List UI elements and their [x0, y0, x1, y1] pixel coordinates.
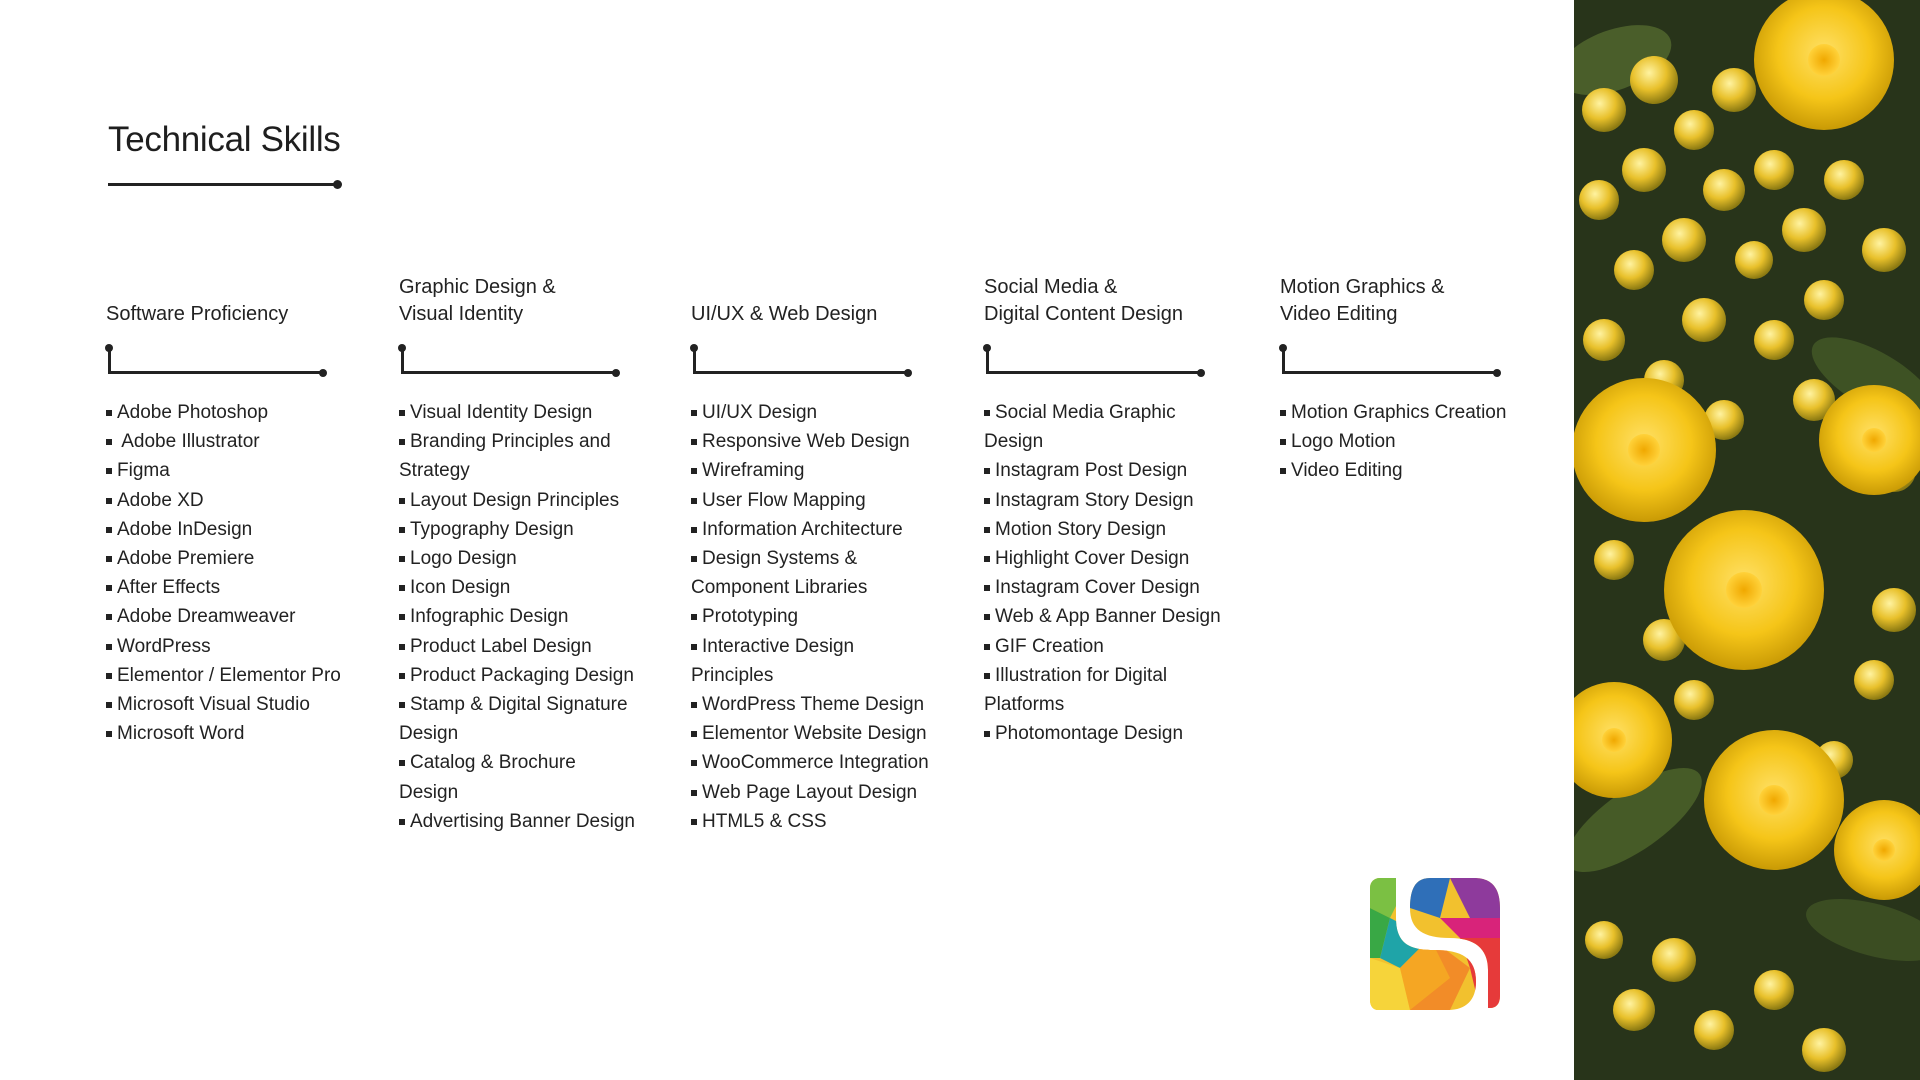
skill-item: Responsive Web Design [691, 427, 931, 456]
skill-item: Elementor Website Design [691, 719, 931, 748]
skill-item: Social Media Graphic Design [984, 398, 1224, 456]
skill-list [399, 398, 639, 836]
skill-item: WooCommerce Integration [691, 748, 931, 777]
flower-photo [1574, 0, 1920, 1080]
skill-item: Web Page Layout Design [691, 778, 931, 807]
heading-connector [1282, 348, 1497, 374]
skill-item: Adobe XD [106, 486, 346, 515]
skill-item: Infographic Design [399, 602, 639, 631]
skill-item: Stamp & Digital Signature Design [399, 690, 639, 748]
skill-item: HTML5 & CSS [691, 807, 931, 836]
skill-item: Prototyping [691, 602, 931, 631]
skill-item: Instagram Cover Design [984, 573, 1224, 602]
skill-item: Advertising Banner Design [399, 807, 639, 836]
column-heading: Graphic Design & Visual Identity [399, 276, 556, 325]
skill-item: Product Label Design [399, 632, 639, 661]
skill-item: Microsoft Visual Studio [106, 690, 346, 719]
skill-item: Video Editing [1280, 456, 1520, 485]
skill-item: Adobe Premiere [106, 544, 346, 573]
page-title: Technical Skills [108, 120, 341, 159]
skill-item: Figma [106, 456, 346, 485]
skill-item: Information Architecture [691, 515, 931, 544]
heading-connector [693, 348, 908, 374]
skill-item: Layout Design Principles [399, 486, 639, 515]
skill-item: Adobe Photoshop [106, 398, 346, 427]
skill-item: Motion Story Design [984, 515, 1224, 544]
column-heading: Motion Graphics & Video Editing [1280, 276, 1445, 325]
skill-item: Branding Principles and Strategy [399, 427, 639, 485]
skill-item: Instagram Post Design [984, 456, 1224, 485]
skill-item: Visual Identity Design [399, 398, 639, 427]
skill-item: Design Systems & Component Libraries [691, 544, 931, 602]
skill-list [106, 398, 346, 748]
column-motion-graphics [1280, 268, 1520, 486]
skill-item: Adobe Illustrator [106, 427, 346, 456]
skill-item: Photomontage Design [984, 719, 1224, 748]
skill-item: UI/UX Design [691, 398, 931, 427]
column-graphic-design [399, 268, 639, 836]
skill-item: Illustration for Digital Platforms [984, 661, 1224, 719]
skill-item: WordPress [106, 632, 346, 661]
skill-item: Microsoft Word [106, 719, 346, 748]
heading-connector [986, 348, 1201, 374]
heading-connector [108, 348, 323, 374]
skill-item: Wireframing [691, 456, 931, 485]
skill-item: Adobe InDesign [106, 515, 346, 544]
column-uiux [691, 268, 931, 836]
column-social-media [984, 268, 1224, 748]
skill-item: WordPress Theme Design [691, 690, 931, 719]
skill-item: Typography Design [399, 515, 639, 544]
skill-item: Catalog & Brochure Design [399, 748, 639, 806]
skill-item: GIF Creation [984, 632, 1224, 661]
skill-item: Elementor / Elementor Pro [106, 661, 346, 690]
brand-logo [1370, 878, 1500, 1010]
skill-item: Adobe Dreamweaver [106, 602, 346, 631]
title-underline [108, 183, 338, 186]
skill-item: Icon Design [399, 573, 639, 602]
skill-item: Highlight Cover Design [984, 544, 1224, 573]
skill-list [984, 398, 1224, 748]
skill-item: Interactive Design Principles [691, 632, 931, 690]
skill-item: Logo Motion [1280, 427, 1520, 456]
skill-list [691, 398, 931, 836]
column-software [106, 268, 346, 748]
heading-connector [401, 348, 616, 374]
skill-item: Motion Graphics Creation [1280, 398, 1520, 427]
skill-item: Instagram Story Design [984, 486, 1224, 515]
skill-item: Web & App Banner Design [984, 602, 1224, 631]
skill-list [1280, 398, 1520, 486]
skill-item: Product Packaging Design [399, 661, 639, 690]
skill-item: User Flow Mapping [691, 486, 931, 515]
skill-item: Logo Design [399, 544, 639, 573]
skill-item: After Effects [106, 573, 346, 602]
column-heading: Social Media & Digital Content Design [984, 276, 1183, 325]
column-heading: UI/UX & Web Design [691, 303, 878, 325]
column-heading: Software Proficiency [106, 303, 289, 325]
